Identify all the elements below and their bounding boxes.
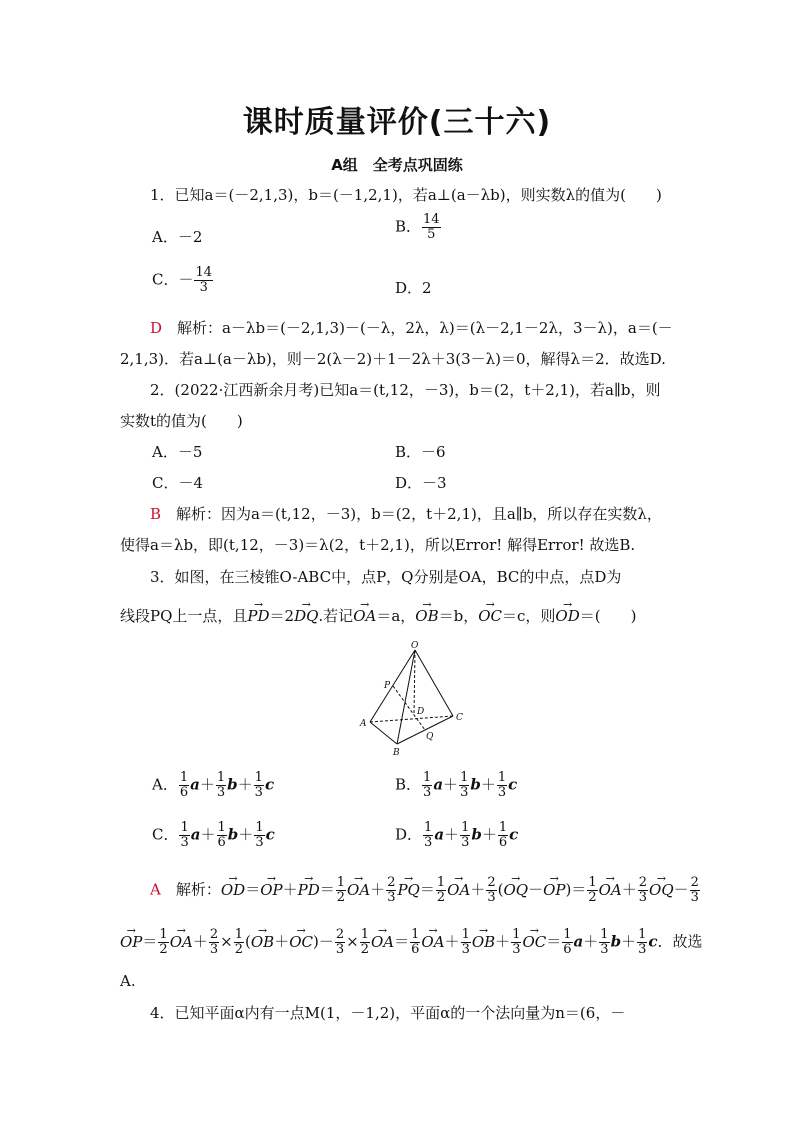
- label-a: A: [360, 719, 367, 729]
- q3-option-label: B．: [395, 775, 422, 794]
- q2-option-a: A．－5: [152, 443, 203, 461]
- q3-stem-line2: [120, 606, 636, 626]
- label-c: C: [456, 713, 463, 723]
- q3-option-c: C． $\frac{1}{3}$ a＋ $\frac{1}{6}$ b＋ $\frac{1}{3}$ c: [152, 820, 275, 850]
- denominator: 3: [423, 785, 432, 800]
- section-heading: A组 全考点巩固练: [331, 156, 463, 174]
- q1-option-b: [395, 213, 442, 242]
- q3-option-label: C．: [152, 825, 179, 844]
- numerator: 1: [254, 770, 263, 785]
- q1-option-d: D．2: [395, 279, 432, 297]
- q3-option-label: A．: [152, 775, 178, 794]
- q1-option-c-label: C．－: [152, 270, 194, 289]
- numerator: 1: [498, 820, 508, 835]
- numerator: 1: [423, 770, 432, 785]
- numerator: 14: [195, 265, 213, 280]
- q3-stem-text: ＝( ): [579, 607, 637, 625]
- q2-answer-line1: [150, 504, 662, 524]
- label-p: P: [384, 681, 391, 691]
- denominator: 6: [498, 835, 508, 850]
- fraction: [217, 821, 227, 850]
- q3-answer-line1: A 解析：→ OD＝→ OP＋→ PD＝ $\frac{1}{2}$ → OA＋ $\frac{2}{3}$ → PQ＝ $\frac{1}{2}$ → OA＋ $\frac{2}{3}$ (→ OQ－→ OP)＝ $\frac{1}{2}$ → OA＋ $\frac{2}{3}$ → OQ－ $\frac{2}{3}$: [150, 876, 701, 905]
- tetrahedron-figure: [355, 640, 475, 760]
- q3-option-a: A． $\frac{1}{6}$ a＋ $\frac{1}{3}$ b＋ $\frac{1}{3}$ c: [152, 770, 275, 800]
- edge-bc: [397, 716, 453, 744]
- q3-option-d: D． $\frac{1}{3}$ a＋ $\frac{1}{3}$ b＋ $\frac{1}{6}$ c: [395, 820, 519, 850]
- q1-answer-text1: 解析：a－λb＝(－2,1,3)－(－λ，2λ，λ)＝(λ－2,1－2λ，3－λ)，a＝(－: [162, 319, 673, 337]
- q3-eq: ＝c，则: [502, 607, 556, 625]
- numerator: 1: [216, 770, 226, 785]
- q2-stem-line1: 2．(2022·江西新余月考)已知a＝(t,12，－3)，b＝(2，t＋2,1)，若a∥b，则: [150, 381, 661, 399]
- denominator: 3: [216, 785, 226, 800]
- vector-od: → OD: [555, 606, 579, 626]
- q1-stem: 1．已知a＝(－2,1,3)，b＝(－1,2,1)，若a⊥(a－λb)，则实数λ的值为( ): [150, 186, 662, 204]
- denominator: 3: [497, 785, 507, 800]
- denominator: 3: [461, 835, 470, 850]
- numerator: 1: [460, 770, 469, 785]
- q1-option-b-fraction: [422, 213, 441, 242]
- fraction: [459, 771, 469, 800]
- fraction: [254, 821, 264, 850]
- q2-answer-letter: B: [150, 505, 162, 523]
- q4-stem: 4．已知平面α内有一点M(1，－1,2)，平面α的一个法向量为n＝(6，－: [150, 1004, 626, 1022]
- q3-answer-line3: A.: [120, 972, 136, 990]
- denominator: 3: [254, 785, 263, 800]
- fraction: [498, 821, 508, 850]
- numerator: 14: [423, 212, 440, 227]
- q3-eq: ＝b，: [438, 607, 479, 625]
- fraction: [460, 821, 470, 850]
- q3-answer-line2: → OP＝ $\frac{1}{2}$ → OA＋ $\frac{2}{3}$ × $\frac{1}{2}$ (→ OB＋→ OC)－ $\frac{2}{3}$ × $\frac{1}{2}$ → OA＝ $\frac{1}{6}$ → OA＋ $\frac{1}{3}$ → OB＋ $\frac{1}{3}$ → OC＝ $\frac{1}{6}$ a＋ $\frac{1}{3}$ b＋ $\frac{1}{3}$ c．故选: [120, 928, 703, 957]
- q3-stem-text: .若记: [318, 607, 354, 625]
- q1-answer-line1: [150, 318, 673, 338]
- q3-stem-line1: 3．如图，在三棱锥O-ABC中，点P，Q分别是OA，BC的中点，点D为: [150, 568, 622, 586]
- q1-answer-line2: 2,1,3)．若a⊥(a－λb)，则－2(λ－2)＋1－2λ＋3(3－λ)＝0，解得λ＝2．故选D.: [120, 350, 666, 368]
- denominator: 6: [179, 785, 189, 800]
- label-o: O: [411, 641, 419, 651]
- denominator: 5: [427, 227, 436, 242]
- q2-stem-line2: 实数t的值为( ): [120, 412, 243, 430]
- vector-dq: → DQ: [294, 606, 318, 626]
- vector-pd: → PD: [247, 606, 269, 626]
- segment-od: [414, 650, 415, 715]
- denominator: 3: [460, 785, 469, 800]
- numerator: 1: [461, 820, 470, 835]
- denominator: 3: [180, 835, 189, 850]
- fraction: [179, 821, 189, 850]
- numerator: 1: [497, 770, 507, 785]
- q3-eq: ＝a，: [376, 607, 416, 625]
- numerator: 1: [180, 820, 189, 835]
- q2-answer-text1: 解析：因为a＝(t,12，－3)，b＝(2，t＋2,1)，且a∥b，所以存在实数λ，: [161, 505, 662, 523]
- q3-answer-end: ．故选: [657, 932, 703, 951]
- q3-option-label: D．: [395, 825, 423, 844]
- denominator: 3: [255, 835, 264, 850]
- fraction: [422, 771, 432, 800]
- denominator: 3: [199, 280, 208, 295]
- q3-stem-text: 线段PQ上一点，且: [120, 607, 248, 625]
- vector-ob: → OB: [415, 606, 438, 626]
- q3-option-b: B． $\frac{1}{3}$ a＋ $\frac{1}{3}$ b＋ $\frac{1}{3}$ c: [395, 770, 518, 800]
- fraction: [179, 771, 189, 800]
- numerator: 1: [217, 820, 226, 835]
- fraction: [216, 771, 226, 800]
- q2-option-d: D．－3: [395, 474, 447, 492]
- q3-eq: ＝2: [269, 607, 295, 625]
- q1-option-b-label: B．: [395, 217, 422, 236]
- denominator: 6: [217, 835, 226, 850]
- q1-answer-letter: D: [150, 319, 163, 337]
- vector-oc: → OC: [478, 606, 502, 626]
- q2-option-b: B．－6: [395, 443, 446, 461]
- q1-option-a: A．－2: [152, 228, 203, 246]
- q3-answer-letter: A: [150, 880, 161, 899]
- fraction: [423, 821, 433, 850]
- denominator: 3: [424, 835, 433, 850]
- q1-option-c-fraction: [194, 266, 213, 295]
- fraction: [254, 771, 264, 800]
- q2-option-c: C．－4: [152, 474, 204, 492]
- q2-answer-line2: 使得a＝λb，即(t,12，－3)＝λ(2，t＋2,1)，所以Error! 解得Error! 故选B.: [120, 536, 636, 554]
- numerator: 1: [255, 820, 264, 835]
- page-title: 课时质量评价(三十六): [242, 105, 552, 140]
- label-q: Q: [426, 732, 434, 742]
- numerator: 1: [424, 820, 433, 835]
- q3-answer-label: 解析：: [160, 880, 221, 899]
- edge-ac: [370, 716, 453, 722]
- label-b: B: [393, 748, 400, 758]
- edge-ab: [370, 722, 397, 744]
- vector-oa: → OA: [353, 606, 376, 626]
- q1-option-c: [152, 266, 214, 295]
- fraction: [497, 771, 507, 800]
- numerator: 1: [179, 770, 189, 785]
- label-d: D: [417, 707, 425, 717]
